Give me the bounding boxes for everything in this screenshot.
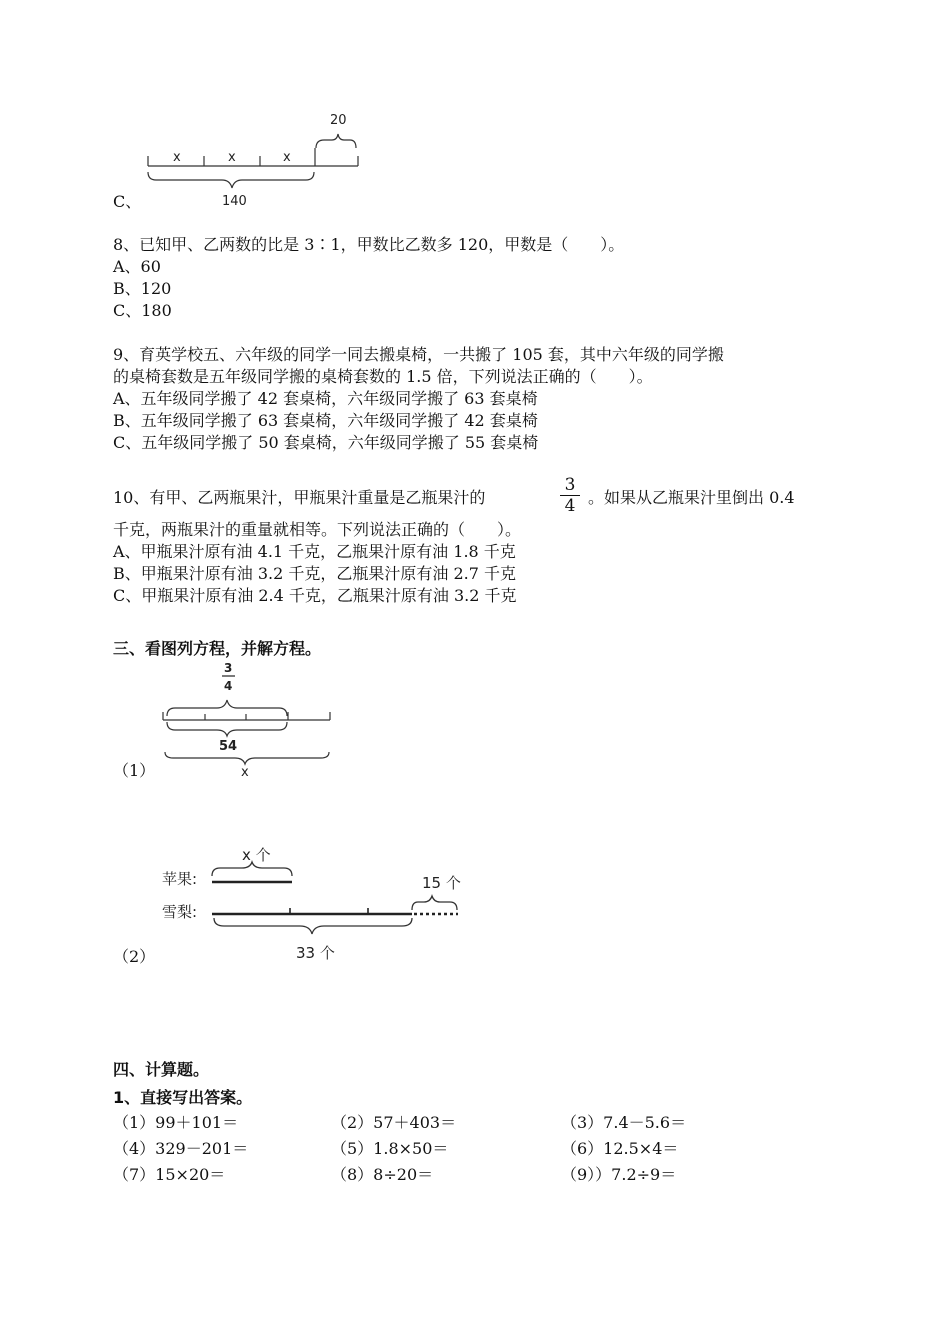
calc-item: （7）15×20＝	[113, 1165, 226, 1184]
q7-option-c-diagram	[140, 108, 370, 208]
section-3-title: 三、看图列方程，并解方程。	[113, 639, 322, 658]
fraction-denominator: 4	[564, 496, 576, 516]
q10-stem-part1: 10、有甲、乙两瓶果汁，甲瓶果汁重量是乙瓶果汁的	[113, 488, 486, 507]
total-brace	[148, 172, 314, 188]
segment-label: x	[173, 150, 181, 165]
section-4-title: 四、计算题。	[113, 1060, 210, 1079]
fraction-numerator: 3	[560, 475, 580, 496]
problem-2-diagram	[160, 840, 470, 970]
apple-label: 苹果:	[162, 870, 198, 888]
q8-stem: 8、已知甲、乙两数的比是 3∶1，甲数比乙数多 120，甲数是（ ）。	[113, 235, 625, 254]
q10-option-b: B、甲瓶果汁原有油 3.2 千克，乙瓶果汁原有油 2.7 千克	[113, 564, 516, 583]
calc-item: （2）57＋403＝	[331, 1113, 457, 1132]
fraction-numerator: 3	[224, 661, 233, 675]
calc-item: （9））7.2÷9＝	[561, 1165, 677, 1184]
q8-option-b: B、120	[113, 279, 172, 298]
q9-option-a: A、五年级同学搬了 42 套桌椅，六年级同学搬了 63 套桌椅	[113, 389, 538, 408]
calc-item: （8）8÷20＝	[331, 1165, 434, 1184]
problem-1-label: （1）	[113, 761, 156, 780]
calc-item: （3）7.4－5.6＝	[561, 1113, 687, 1132]
q9-stem-line2: 的桌椅套数是五年级同学搬的桌椅套数的 1.5 倍，下列说法正确的（ ）。	[113, 367, 653, 386]
q8-option-c: C、180	[113, 301, 172, 320]
segment-label: x	[228, 150, 236, 165]
total-label: 140	[222, 194, 247, 208]
q8-option-a: A、60	[113, 257, 161, 276]
calc-item: （4）329－201＝	[113, 1139, 249, 1158]
q10-option-a: A、甲瓶果汁原有油 4.1 千克，乙瓶果汁原有油 1.8 千克	[113, 542, 516, 561]
q10-option-c: C、甲瓶果汁原有油 2.4 千克，乙瓶果汁原有油 3.2 千克	[113, 586, 517, 605]
apple-value: x 个	[242, 846, 271, 864]
q7-option-c-label: C、	[113, 192, 142, 211]
calc-item: （6）12.5×4＝	[561, 1139, 679, 1158]
pear-label: 雪梨:	[162, 903, 198, 921]
problem-1-diagram	[155, 660, 345, 780]
extra-brace	[412, 896, 457, 910]
q10-stem-part2: 。如果从乙瓶果汁里倒出 0.4	[588, 488, 795, 507]
apple-brace	[212, 862, 292, 876]
calc-item: （5）1.8×50＝	[331, 1139, 449, 1158]
part-label: 54	[219, 739, 238, 754]
total-label: x	[241, 765, 249, 780]
q9-stem-line1: 9、育英学校五、六年级的同学一同去搬桌椅，一共搬了 105 套，其中六年级的同学搬	[113, 345, 724, 364]
total-brace	[214, 918, 412, 934]
extra-value: 15 个	[422, 874, 461, 892]
part-brace-top	[167, 700, 287, 716]
extra-brace	[316, 134, 356, 148]
calc-item: （1）99＋101＝	[113, 1113, 239, 1132]
q9-option-b: B、五年级同学搬了 63 套桌椅，六年级同学搬了 42 套桌椅	[113, 411, 538, 430]
q10-stem-line2: 千克，两瓶果汁的重量就相等。下列说法正确的（ ）。	[113, 520, 522, 539]
fraction-denominator: 4	[224, 679, 233, 693]
total-brace	[165, 752, 329, 764]
extra-label: 20	[330, 113, 347, 128]
total-value: 33 个	[296, 944, 335, 962]
q9-option-c: C、五年级同学搬了 50 套桌椅，六年级同学搬了 55 套桌椅	[113, 433, 539, 452]
problem-2-label: （2）	[113, 947, 156, 966]
section-4-subtitle: 1、直接写出答案。	[113, 1088, 253, 1107]
segment-label: x	[283, 150, 291, 165]
q10-fraction	[560, 475, 580, 516]
part-brace-bottom	[167, 722, 287, 736]
